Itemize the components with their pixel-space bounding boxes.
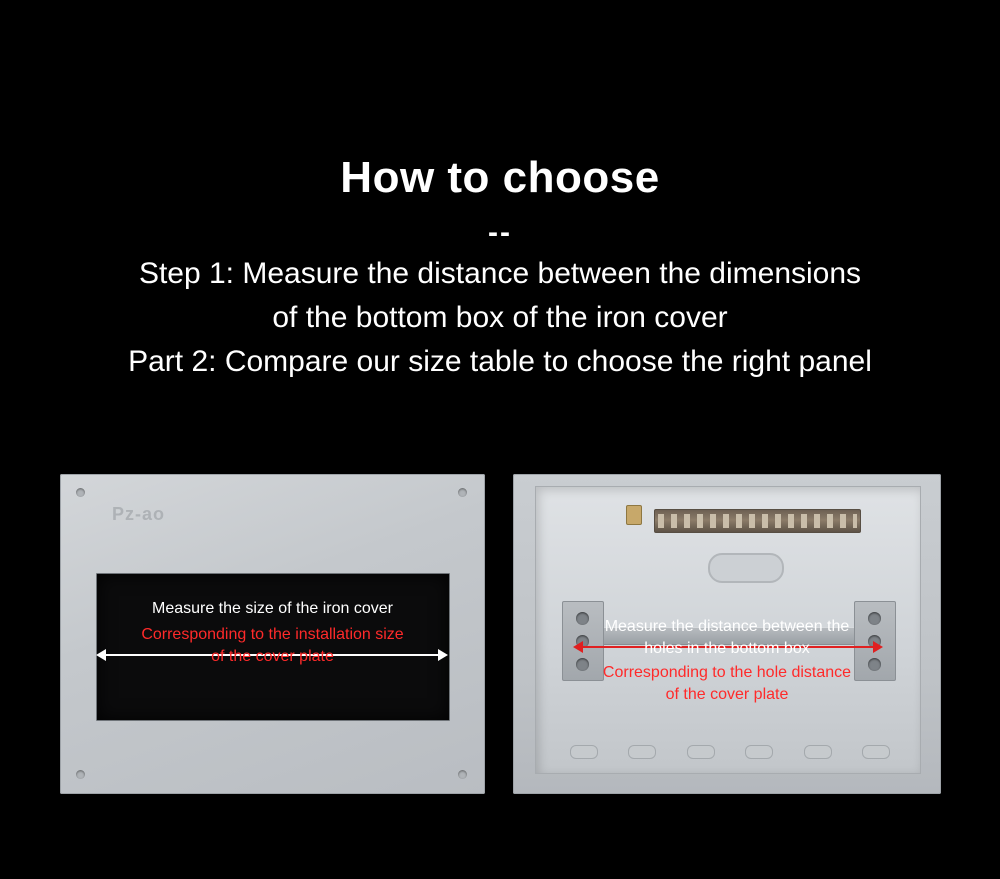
bottom-box-image <box>513 474 941 794</box>
knockout-icon <box>804 745 832 759</box>
knockout-oval-icon <box>708 553 784 583</box>
knockout-icon <box>862 745 890 759</box>
brand-logo: Pz-ao <box>112 504 166 524</box>
box-caption-red-line2: of the cover plate <box>665 686 789 703</box>
box-caption-white <box>513 616 941 660</box>
box-caption-red-line1: Corresponding to the hole distance <box>602 664 852 681</box>
step-line-2: of the bottom box of the iron cover <box>272 301 728 334</box>
cover-caption-red <box>60 624 485 668</box>
knockout-icon <box>745 745 773 759</box>
bottom-knockouts <box>570 745 890 759</box>
screw-hole-icon <box>76 770 85 779</box>
terminal-screws-icon <box>658 514 857 528</box>
knockout-icon <box>570 745 598 759</box>
figure-row <box>0 474 1000 794</box>
title-divider: -- <box>488 216 512 249</box>
step-line-3: Part 2: Compare our size table to choose the right panel <box>128 345 872 378</box>
instruction-steps <box>60 252 940 384</box>
page-title: How to choose <box>340 153 660 202</box>
cover-caption-red-line1: Corresponding to the installation size <box>141 626 404 643</box>
terminal-block <box>654 509 861 533</box>
cover-caption-red-line2: of the cover plate <box>211 648 334 665</box>
wire-clip-icon <box>626 505 642 525</box>
knockout-icon <box>628 745 656 759</box>
page-header <box>0 0 1000 384</box>
screw-hole-icon <box>458 770 467 779</box>
box-caption-red <box>513 662 941 706</box>
screw-hole-icon <box>458 488 467 497</box>
knockout-icon <box>687 745 715 759</box>
box-caption-white-line2: holes in the bottom box <box>644 640 810 657</box>
step-line-1: Step 1: Measure the distance between the dimensions <box>138 257 862 290</box>
box-caption-white-line1: Measure the distance between the <box>604 618 850 635</box>
screw-hole-icon <box>76 488 85 497</box>
iron-cover-image <box>60 474 485 794</box>
cover-caption-white: Measure the size of the iron cover <box>151 600 393 617</box>
